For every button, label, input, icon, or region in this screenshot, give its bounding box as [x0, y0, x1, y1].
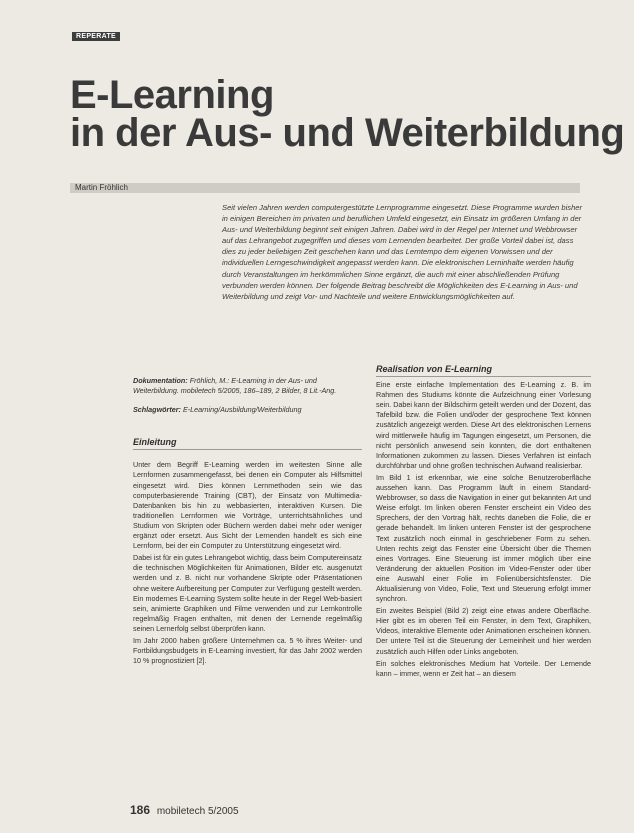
- heading-realisation: Realisation von E-Learning: [376, 364, 591, 377]
- real-paragraph-2: Im Bild 1 ist erkennbar, wie eine solche Benutzeroberfläche aussehen kann. Das Programm läuft in einem Standard-Webbrowser, so dass die Navigation in einer gut bekannten Art und Weise erfolgt. Im linken oberen Fenster erscheint ein Video des Sprechers, der den Vortrag hält, rechts daneben die Folie, die er gerade behandelt. Im linken unteren Fenster ist der gesprochene Text zusätzlich noch einmal in geschriebener Form zu sehen. Unten rechts zeigt das Fenster eine Übersicht über die Themen eines Vortrages. Eine Steuerung ist immer möglich über eine Veränderung der aktuellen Position im Video-Fenster oder über eine Auswahl einer Folie im Folienübersichtsfenster. Die Aktualisierung von Video, Folie, Text und Steuerung erfolgt immer synchron.: [376, 472, 591, 604]
- reference-text: Fröhlich, M.: E-Learning in der Aus- und Weiterbildung. mobiletech 5/2005, 186–189, 2 Bilder, 8 Lit.-Ang.: [133, 376, 337, 396]
- author-name: Martin Fröhlich: [75, 183, 128, 192]
- title-line-2: in der Aus- und Weiterbildung: [70, 111, 625, 155]
- keywords-label: Schlagwörter:: [133, 405, 181, 415]
- page-number: 186: [130, 803, 151, 817]
- section-tag: REPERATE: [72, 32, 120, 41]
- reference: [133, 376, 362, 396]
- author-bar: [70, 183, 580, 193]
- article-title: [70, 73, 625, 155]
- heading-intro: Einleitung: [133, 437, 362, 450]
- intro-paragraph-1: Unter dem Begriff E-Learning werden im weitesten Sinne alle Lernformen zusammengefasst, bei denen ein Computer als Hilfsmittel eingesetzt wird. Dies können Lernmethoden sein wie das computerbasierende Training (CBT), der Einsatz von Multimedia-Datenbanken bis hin zu webbasierten, interaktiven Kursen. Die traditionellen Lernformen wie Vorträge, unterrichtsähnliches und Studium von Skripten oder Büchern werden dabei mehr oder weniger ergänzt oder ersetzt. Aus Sicht der Lernenden handelt es sich eine Lernform, bei der ein Computer zu Unterstützung eingesetzt wird.: [133, 460, 362, 551]
- real-paragraph-3: Ein zweites Beispiel (Bild 2) zeigt eine etwas andere Oberfläche. Hier gibt es im oberen Teil ein Fenster, in dem Text, Graphiken, Videos, interaktive Elemente oder Animationen erscheinen können. Der untere Teil ist die Steuerung der Lerneinheit und hier werden zusätzlich auch Hilfen oder Links angeboten.: [376, 606, 591, 656]
- real-paragraph-4: Ein solches elektronisches Medium hat Vorteile. Der Lernende kann – immer, wenn er Zeit hat – an diesem: [376, 658, 591, 678]
- intro-paragraph-3: Im Jahr 2000 haben größere Unternehmen ca. 5 % ihres Weiter- und Fortbildungsbudgets in E-Learning investiert, für das Jahr 2002 werden 10 % prognostiziert [2].: [133, 635, 362, 666]
- intro-paragraph-2: Dabei ist für ein gutes Lehrangebot wichtig, dass beim Computereinsatz die technischen Möglichkeiten für Animationen, Bilder etc. ausgenutzt werden und z. B. nicht nur vorhandene Skripte oder Präsentationen ohne weitere Aufbereitung per Computer zur Verfügung gestellt werden. Ein modernes E-Learning System sollte heute in der Regel Web-basiert sein, animierte Graphiken und Filme verwenden und zur Lernkontrolle regelmäßig Fragen enthalten, mit denen der Lernende regelmäßig seinen Lernerfolg selbst überprüfen kann.: [133, 553, 362, 633]
- left-column: [133, 376, 362, 668]
- reference-label: Dokumentation:: [133, 376, 188, 385]
- page-footer: [130, 803, 239, 817]
- keywords: [133, 405, 362, 415]
- abstract: Seit vielen Jahren werden computergestützte Lernprogramme eingesetzt. Diese Programme wurden bisher in einigen Bereichen im privaten und beruflichen Umfeld eingesetzt, ein Einsatz im größeren Umfang in der Aus- und Weiterbildung beginnt seit einigen Jahren. Dabei wird in der Regel per Internet und Webbrowser auf das Lehrangebot zugegriffen und dieses vom Lernenden bearbeitet. Der große Vorteil dabei ist, dass dies zu jeder beliebigen Zeit geschehen kann und das Lerntempo dem eigenen Vorwissen und der individuellen Lerngeschwindigkeit angepasst werden kann. Die elektronischen Lerninhalte werden häufig durch Veranstaltungen im herkömmlichen Sinne ergänzt, die auch mit einer abschließenden Prüfung verbunden werden können. Der folgende Beitrag beschreibt die Möglichkeiten des E-Learning in Aus- und Weiterbildung und zeigt Vor- und Nachteile und weitere Entwicklungsmöglichkeiten auf.: [222, 203, 583, 301]
- right-column: [376, 364, 591, 681]
- journal-name: mobiletech 5/2005: [156, 806, 239, 817]
- keywords-text: E-Learning/Ausbildung/Weiterbildung: [182, 405, 302, 415]
- title-line-1: E-Learning: [70, 73, 274, 117]
- real-paragraph-1: Eine erste einfache Implementation des E-Learning z. B. im Rahmen des Studiums könnte die Aufzeichnung einer Vorlesung sein. Dabei kann der Bildschirm geteilt werden und der Dozent, das Tafelbild bzw. die Folien und/oder der gesprochene Text können zusätzlich angezeigt werden. Diese Art des elektronischen Lernens wird mittlerweile häufig im Tagungen eingesetzt, um Personen, die nicht persönlich anwesend sein konnten, die dort enthaltenen Informationen zukommen zu lassen. Dieses Verfahren ist einfach durchführbar und ohne großen technischen Aufwand realisierbar.: [376, 380, 591, 470]
